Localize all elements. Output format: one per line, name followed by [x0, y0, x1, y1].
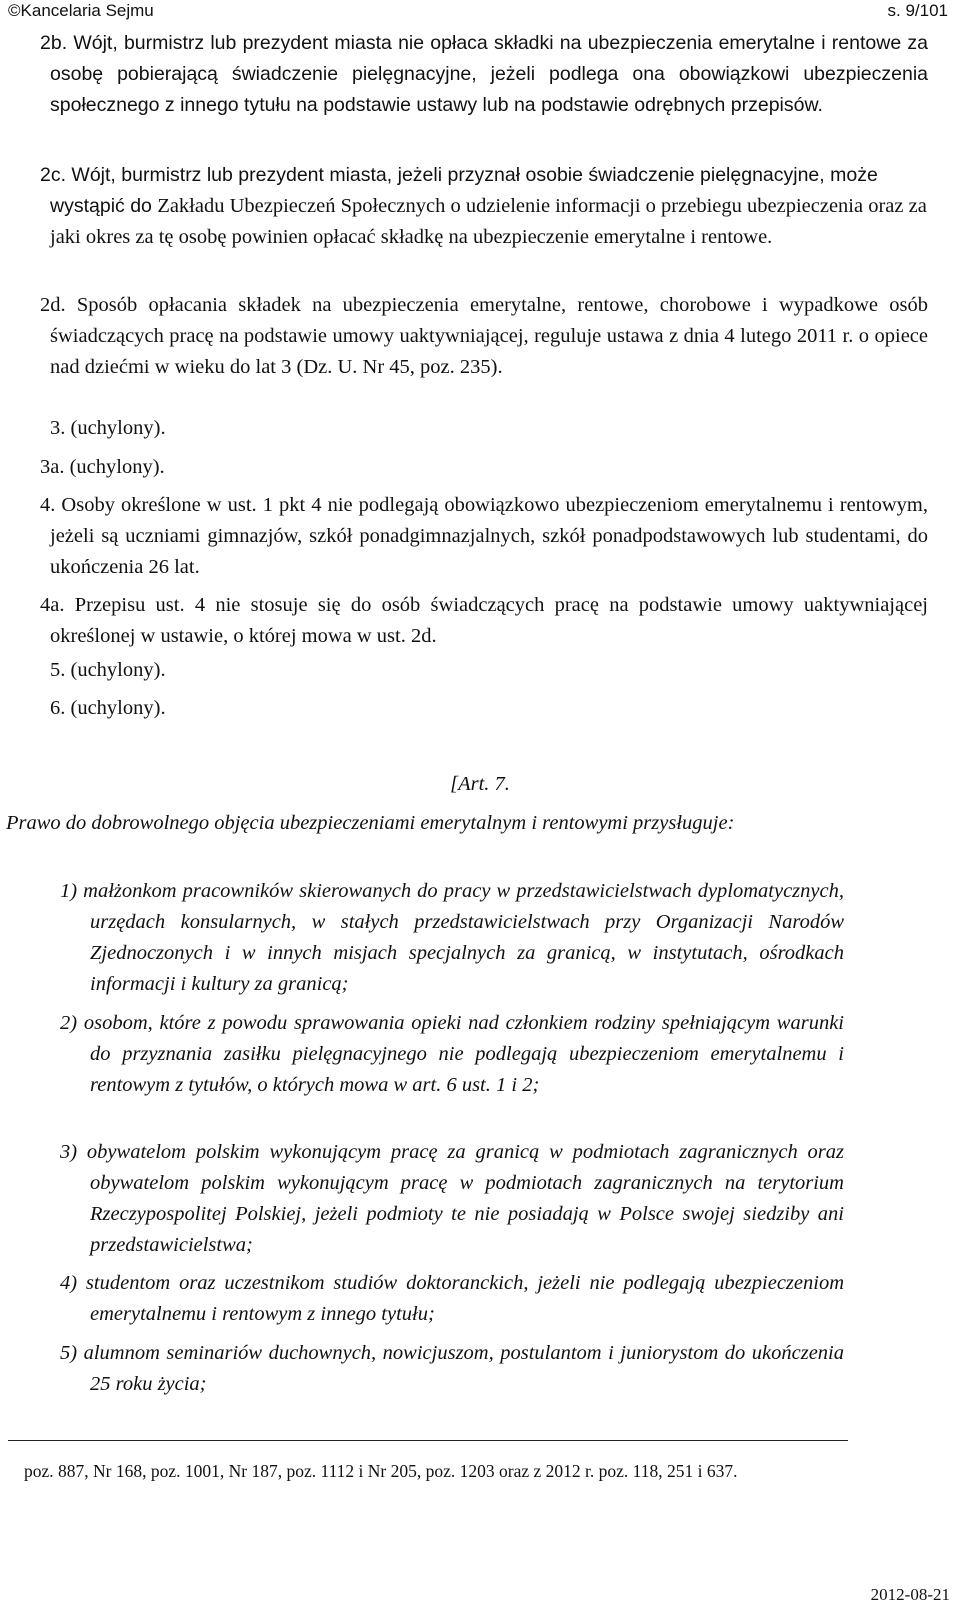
header-publisher: ©Kancelaria Sejmu: [8, 1, 154, 20]
paragraph-2d: 2d. Sposób opłacania składek na ubezpieczenia emerytalne, rentowe, chorobowe i wypadkowe osób świadczących pracę na podstawie umowy uaktywniającej, reguluje ustawa z dnia 4 lutego 2011 r. o opiece nad dziećmi w wieku do lat 3 (Dz. U. Nr 45, poz. 235).: [40, 294, 928, 378]
article-item-5: 5) alumnom seminariów duchownych, nowicjuszom, postulantom i juniorystom do ukończenia 25 roku życia;: [60, 1342, 844, 1395]
paragraph-4: 4. Osoby określone w ust. 1 pkt 4 nie podlegają obowiązkowo ubezpieczeniom emerytalnemu i rentowym, jeżeli są uczniami gimnazjów, szkół ponadgimnazjalnych, szkół ponadpodstawowych lub studentami, do ukończenia 26 lat.: [40, 494, 928, 578]
footer-date: 2012-08-21: [870, 1585, 950, 1604]
article-item-1: 1) małżonkom pracowników skierowanych do pracy w przedstawicielstwach dyplomatycznych, urzędach konsularnych, w stałych przedstawicielstwach przy Organizacji Narodów Zjednoczonych i w innych misjach specjalnych za granicą, w instytutach, ośrodkach informacji i kultury za granicą;: [60, 880, 844, 995]
paragraph-3a: 3a. (uchylony).: [40, 456, 165, 478]
paragraph-4a: 4a. Przepisu ust. 4 nie stosuje się do osób świadczących pracę na podstawie umowy uaktywniającej określonej w ustawie, o której mowa w ust. 2d.: [40, 594, 928, 647]
paragraph-5: 5. (uchylony).: [50, 659, 166, 681]
article-intro: Prawo do dobrowolnego objęcia ubezpieczeniami emerytalnym i rentowymi przysługuje:: [6, 812, 735, 834]
footnote-separator: [8, 1440, 848, 1441]
paragraph-6: 6. (uchylony).: [50, 697, 166, 719]
paragraph-2c-part-sans: 2c. Wójt, burmistrz lub prezydent miasta, jeżeli przyznał osobie świadczenie pielęgnacyjne, może wystąpić do: [40, 164, 878, 217]
paragraph-2c: [40, 160, 928, 253]
article-heading: [Art. 7.: [450, 773, 510, 795]
paragraph-2c-part-serif: Zakładu Ubezpieczeń Społecznych o udzielenie informacji o przebiegu ubezpieczenia oraz za jaki okres za tę osobę powinien opłacać składkę na ubezpieczenie emerytalne i rentowe.: [50, 195, 927, 248]
footnote-text: poz. 887, Nr 168, poz. 1001, Nr 187, poz. 1112 i Nr 205, poz. 1203 oraz z 2012 r. poz. 118, 251 i 637.: [24, 1461, 738, 1481]
article-item-2: 2) osobom, które z powodu sprawowania opieki nad członkiem rodziny spełniającym warunki do przyznania zasiłku pielęgnacyjnego nie podlegają ubezpieczeniom emerytalnemu i rentowym z tytułów, o których mowa w art. 6 ust. 1 i 2;: [60, 1012, 844, 1096]
header-page-number: s. 9/101: [887, 1, 948, 20]
paragraph-3: 3. (uchylony).: [50, 417, 166, 439]
article-item-4: 4) studentom oraz uczestnikom studiów doktoranckich, jeżeli nie podlegają ubezpieczeniom emerytalnemu i rentowym z innego tytułu;: [60, 1272, 844, 1325]
article-item-3: 3) obywatelom polskim wykonującym pracę za granicą w podmiotach zagranicznych oraz obywatelom polskim wykonującym pracę w podmiotach zagranicznych na terytorium Rzeczypospolitej Polskiej, jeżeli podmioty te nie posiadają w Polsce swojej siedziby ani przedstawicielstwa;: [60, 1141, 844, 1256]
paragraph-2b: 2b. Wójt, burmistrz lub prezydent miasta nie opłaca składki na ubezpieczenia emerytalne i rentowe za osobę pobierającą świadczenie pielęgnacyjne, jeżeli podlega ona obowiązkowi ubezpieczenia społecznego z innego tytułu na podstawie ustawy lub na podstawie odrębnych przepisów.: [40, 32, 928, 116]
